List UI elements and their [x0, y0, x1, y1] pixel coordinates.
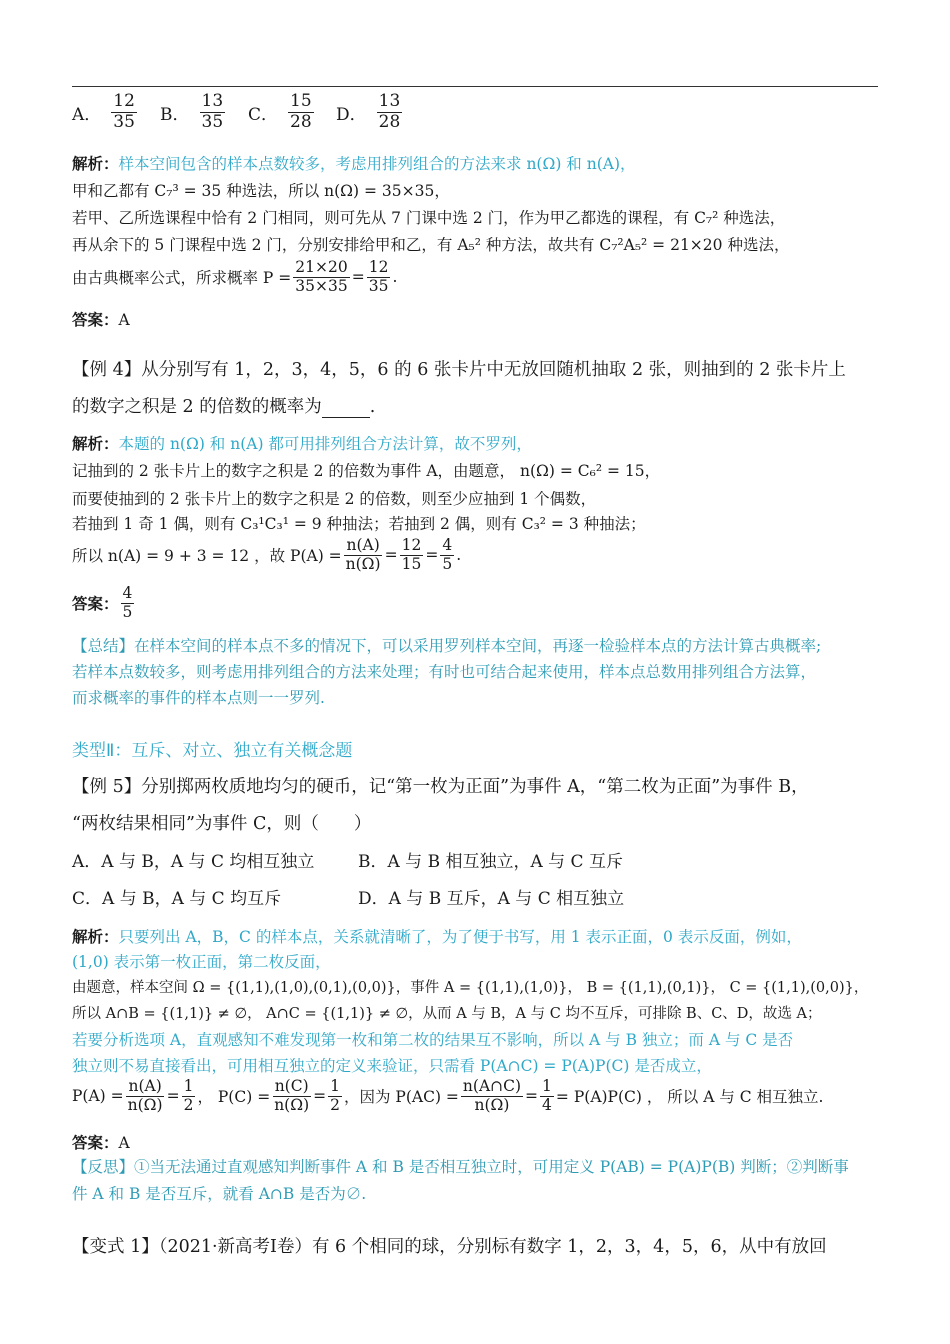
answer-5: 答案：A [72, 1133, 130, 1152]
analysis-1-line4: 再从余下的 5 门课程中选 2 门，分别安排给甲和乙，有 A₅² 种方法，故共有 C₇²A₅² = 21×20 种选法， [72, 236, 790, 254]
analysis-5-line6: 独立则不易直接看出，可用相互独立的定义来验证，只需看 P(A∩C) = P(A)P(C) 是否成立， [72, 1057, 712, 1075]
analysis-1-line2: 甲和乙都有 C₇³ = 35 种选法，所以 n(Ω) = 35×35， [72, 182, 450, 200]
summary-line2: 若样本点数较多，则考虑用排列组合的方法来处理；有时也可结合起来使用，样本点总数用排列组合方法算， [72, 663, 817, 681]
analysis-4-line2: 记抽到的 2 张卡片上的数字之积是 2 的倍数为事件 A，由题意， n(Ω) = C₆² = 15， [72, 462, 661, 480]
example5-line2: “两枚结果相同”为事件 C，则（ ） [72, 814, 372, 834]
answer-4: 答案： $\frac{4}{5}$ [72, 584, 133, 621]
section-heading: 类型Ⅱ：互斥、对立、独立有关概念题 [72, 741, 353, 761]
analysis-5: 解析：只要列出 A，B，C 的样本点，关系就清晰了，为了便于书写，用 1 表示正面，0 表示反面，例如， [72, 927, 802, 946]
example4-line1: 【例 4】从分别写有 1，2，3，4，5，6 的 6 张卡片中无放回随机抽取 2 张，则抽到的 2 张卡片上 [72, 360, 846, 380]
analysis-4-line4: 若抽到 1 奇 1 偶，则有 C₃¹C₃¹ = 9 种抽法；若抽到 2 偶，则有 C₃² = 3 种抽法； [72, 515, 646, 533]
option-c: C． $\frac{15}{28}$ [248, 91, 312, 132]
choice-b: B．A 与 B 相互独立，A 与 C 互斥 [358, 852, 623, 872]
option-d: D． $\frac{13}{28}$ [336, 91, 401, 132]
summary-line3: 而求概率的事件的样本点则一一罗列. [72, 689, 325, 707]
analysis-5-line5: 若要分析选项 A，直观感知不难发现第一枚和第二枚的结果互不影响，所以 A 与 B 独立；而 A 与 C 是否 [72, 1031, 794, 1049]
header-rule [72, 86, 878, 87]
choice-d: D．A 与 B 互斥，A 与 C 相互独立 [358, 889, 625, 909]
option-b: B． $\frac{13}{35}$ [160, 91, 224, 132]
analysis-5-line7: P(A) = $\frac{n(A)}{n(\Omega)}$ = $\frac{1}{2}$ ， P(C) = $\frac{n(C)}{n(\Omega)}$ = $\frac{1}{2}$ ，因为 P(AC) = $\frac{n(A\cap C)}{n(\Omega)}$ = $\frac{1}{4}$ = P(A)P(C) ， 所以 A 与 C 相互独立. [72, 1077, 824, 1114]
reflect-line2: 件 A 和 B 是否互斥，就看 A∩B 是否为∅. [72, 1185, 367, 1203]
option-a: A． $\frac{12}{35}$ [72, 91, 135, 132]
analysis-4: 解析：本题的 n(Ω) 和 n(A) 都可用排列组合方法计算，故不罗列， [72, 434, 532, 453]
reflect-line1: 【反思】①当无法通过直观感知判断事件 A 和 B 是否相互独立时，可用定义 P(AB) = P(A)P(B) 判断；②判断事 [72, 1158, 849, 1176]
analysis-1-line3: 若甲、乙所选课程中恰有 2 门相同，则可先从 7 门课中选 2 门，作为甲乙都选的课程，有 C₇² 种选法， [72, 209, 786, 227]
analysis-4-line3: 而要使抽到的 2 张卡片上的数字之积是 2 的倍数，则至少应抽到 1 个偶数， [72, 490, 597, 508]
example4-line2: 的数字之积是 2 的倍数的概率为 . [72, 397, 376, 417]
analysis-5-line2: (1,0) 表示第一枚正面，第二枚反面， [72, 953, 331, 971]
choice-a: A．A 与 B，A 与 C 均相互独立 [72, 852, 315, 872]
variant1-line1: 【变式 1】（2021·新高考Ⅰ卷）有 6 个相同的球，分别标有数字 1，2，3，4，5，6，从中有放回 [72, 1237, 827, 1257]
choice-c: C．A 与 B，A 与 C 均互斥 [72, 889, 282, 909]
analysis-5-line4: 所以 A∩B = {(1,1)} ≠ ∅， A∩C = {(1,1)} ≠ ∅，从而 A 与 B，A 与 C 均不互斥，可排除 B、C、D，故选 A； [72, 1006, 822, 1022]
analysis-1-line5: 由古典概率公式，所求概率 P = $\frac{21\times 20}{35\times 35}$ = $\frac{12}{35}$ . [72, 258, 398, 295]
answer-blank [322, 401, 370, 418]
analysis-4-line5: 所以 n(A) = 9 + 3 = 12 ，故 P(A) = $\frac{n(A)}{n(\Omega)}$ = $\frac{12}{15}$ = $\frac{4}{5}$ . [72, 536, 462, 573]
analysis-5-line3: 由题意，样本空间 Ω = {(1,1),(1,0),(0,1),(0,0)}，事件 A = {(1,1),(1,0)}， B = {(1,1),(0,1)}， C = {(1,1),(0,0)}， [72, 980, 869, 996]
example5-line1: 【例 5】分别掷两枚质地均匀的硬币，记“第一枚为正面”为事件 A，“第二枚为正面”为事件 B， [72, 777, 809, 797]
answer-1: 答案：A [72, 310, 130, 329]
analysis-1: 解析：样本空间包含的样本点数较多，考虑用排列组合的方法来求 n(Ω) 和 n(A)， [72, 154, 636, 173]
summary-line1: 【总结】在样本空间的样本点不多的情况下，可以采用罗列样本空间，再逐一检验样本点的方法计算古典概率; [72, 637, 822, 655]
